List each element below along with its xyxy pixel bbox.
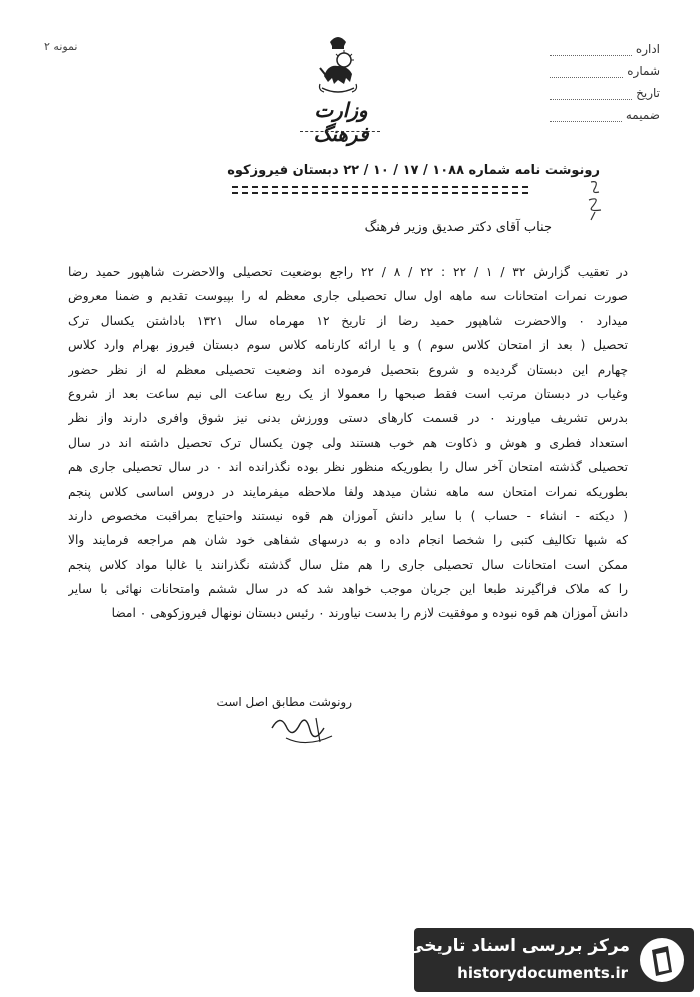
form-number: نمونه ۲: [44, 40, 78, 53]
salutation: جناب آقای دکتر صدیق وزیر فرهنگ: [364, 220, 552, 235]
body-line: در تعقیب گزارش ۳۲ / ۱ / ۲۲ : ۲۲ / ۸ / ۲۲ راجع بوضعیت تحصیلی والاحضرت شاهپور حمید رضا: [68, 265, 628, 279]
field-office-line: [550, 45, 632, 56]
lion-and-sun-emblem-icon: [314, 32, 362, 96]
body-line: دانش آموزان هم قوه نبوده و موفقیت لازم را بدست نیاورند ۰ رئیس دبستان نونهال فیروزکوهی ۰ امضا: [111, 606, 628, 621]
field-office: [550, 34, 660, 56]
body-line: که شبها تکالیف کتبی را شخصا انجام داده و به درسهای شفاهی خود شان هم مراجعه فرمایند والا: [68, 533, 628, 548]
watermark-url: historydocuments.ir: [457, 964, 628, 982]
archive-watermark: [407, 928, 694, 992]
ministry-title: وزارت فرهنگ: [313, 98, 369, 146]
reference-rule: [232, 186, 528, 188]
field-number-label: شماره: [627, 64, 660, 78]
body-line: چهارم این دبستان گردیده و شروع بتحصیل فرموده اند وضعیت تحصیلی معظم له از نظر حضور: [68, 362, 628, 377]
archive-logo-icon: [638, 936, 686, 984]
ministry-underline: [300, 131, 380, 132]
body-line: میدارد ۰ والاحضرت شاهپور حمید رضا از تاریخ ۱۲ مهرماه سال ۱۳۲۱ باداشتن یکسال ترک: [68, 313, 628, 328]
body-line: صورت نمرات امتحانات سه ماهه اول سال تحصیلی جاری معظم له را بپیوست تقدیم و ضمنا معروض: [68, 289, 628, 304]
reference-rule-second: [232, 192, 528, 194]
field-attachment-label: ضمیمه: [625, 108, 660, 122]
field-date-label: تاریخ: [636, 86, 660, 100]
field-number-line: [550, 67, 623, 78]
body-line: ممکن است امتحانات سال تحصیلی جاری را هم مثل سال گذشته نگذرانند یا غالبا مواد کلاس پنجم: [68, 557, 628, 572]
body-line: بدرس تشریف میاورند ۰ در قسمت کارهای دستی وورزش بدنی نیز شوق وافری دارند واز نظر: [68, 411, 628, 426]
field-date: [550, 78, 660, 100]
body-line: وغیاب در دبستان مرتب است فقط صبحها را معمولا از یک ربع ساعت الی نیم ساعت بعد از شروع: [68, 386, 628, 401]
field-date-line: [550, 89, 632, 100]
form-fields: [550, 34, 660, 122]
field-attachment-line: [550, 111, 622, 122]
body-line: استعداد فطری و هوش و ذکاوت هم خوب هستند ولی چون یکسال ترک تحصیل داشته اند در سال: [68, 435, 628, 450]
field-office-label: اداره: [635, 42, 660, 56]
margin-handwriting-icon: [583, 178, 613, 222]
body-line: را که ملاک فراگیرند طبعا این جریان موجب خواهد شد که در سال ششم وامتحانات نهائی با سایر: [68, 582, 628, 597]
body-line: ( دیکته - انشاء - حساب ) با سایر دانش آموزان هم قوه نیستند واحتیاج بمراقبت مخصوص دارند: [68, 508, 628, 523]
watermark-title: مرکز بررسی اسناد تاریخی: [407, 936, 630, 956]
signature-icon: [266, 708, 346, 752]
reference-line: رونوشت نامه شماره ۱۰۸۸ / ۱۷ / ۱۰ / ۲۲ دبستان فیروزکوه: [227, 163, 600, 178]
field-attachment: [550, 100, 660, 122]
field-number: [550, 56, 660, 78]
letter-body: [68, 260, 628, 626]
body-line: تحصیلی گذشته امتحان آخر سال را بطوریکه منظور نظر بوده نگذرانده اند ۰ در سال تحصیلی جاری هم: [68, 460, 628, 475]
closing-certification: رونوشت مطابق اصل است: [216, 695, 352, 709]
body-line: تحصیل ( بعد از امتحان کلاس سوم ) و یا ارائه کارنامه کلاس سوم دبستان فیروز بهرام وارد کلاس: [68, 338, 628, 353]
body-line: بطوریکه نمرات امتحان سه ماهه نشان میدهد ولفا ملاحظه میفرمایند در دروس اساسی کلاس پنجم: [68, 484, 628, 499]
